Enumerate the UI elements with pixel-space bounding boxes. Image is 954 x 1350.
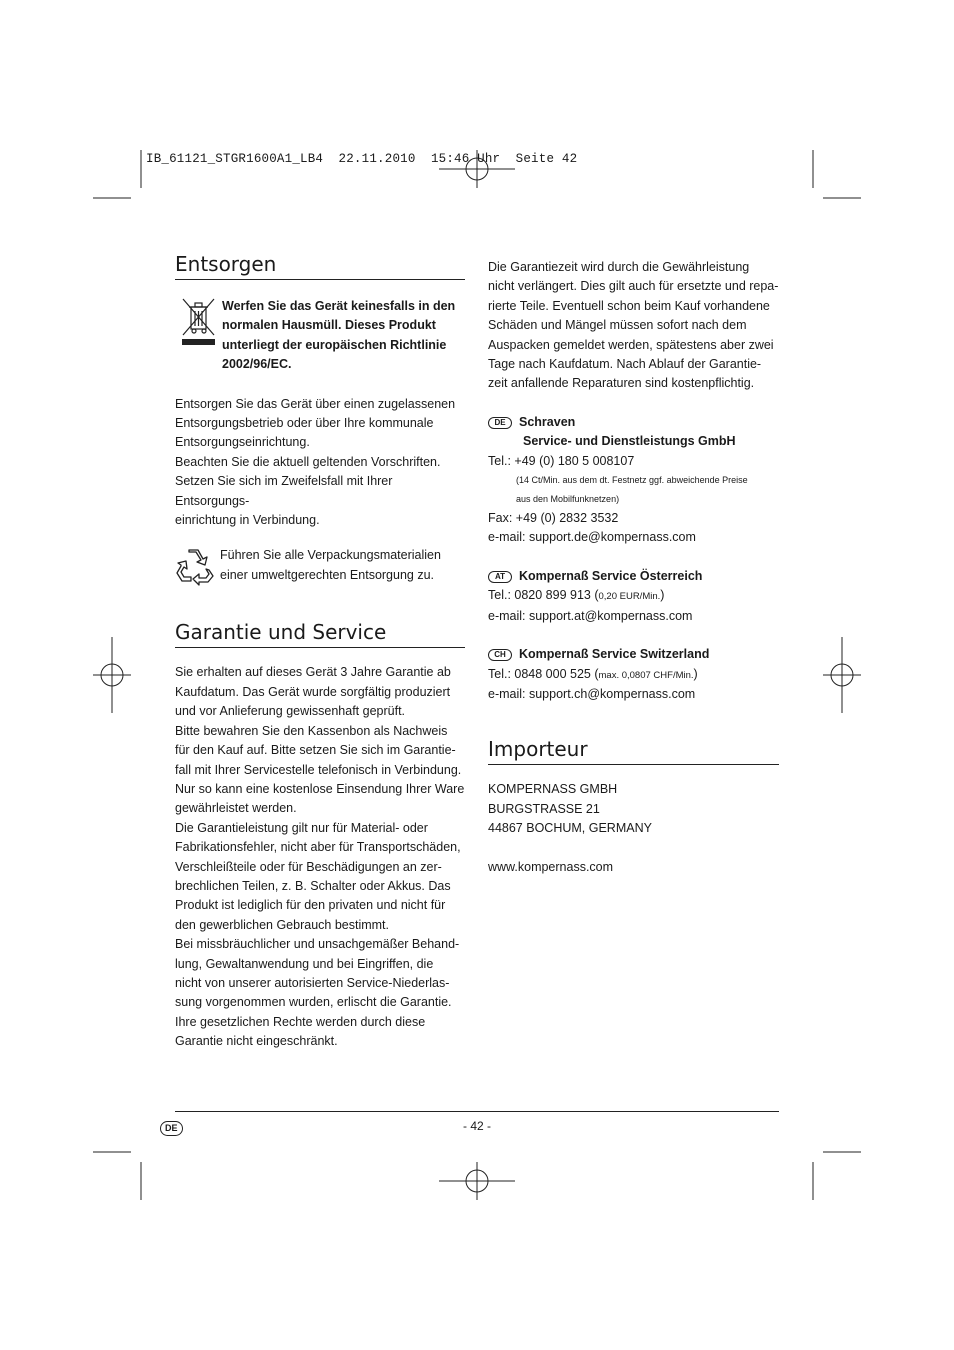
body-line: Produkt ist lediglich für den privaten und nicht für — [175, 898, 446, 913]
body-line: Bitte bewahren Sie den Kassenbon als Nachweis — [175, 723, 448, 738]
garantie-title: Garantie und Service — [175, 620, 465, 648]
service-tel: Tel.: +49 (0) 180 5 008107 — [488, 453, 635, 468]
garantie-body — [175, 663, 465, 1051]
entsorgen-body — [175, 395, 465, 531]
body-line: fall mit Ihrer Servicestelle telefonisch in Verbindung. — [175, 762, 462, 777]
tel-end: ) — [693, 666, 698, 681]
body-line: Entsorgen Sie das Gerät über einen zugelassenen — [175, 396, 456, 411]
body-line: Schäden und Mängel müssen sofort nach dem — [488, 318, 747, 333]
body-line: nicht von unserer autorisierten Service-Niederlas- — [175, 975, 450, 990]
address-line: KOMPERNASS GMBH — [488, 782, 618, 797]
body-line: Verschleißteile oder für Beschädigungen an zer- — [175, 859, 442, 874]
warning-line: unterliegt der europäischen Richtlinie — [222, 337, 447, 352]
service-email[interactable]: e-mail: support.de@kompernass.com — [488, 530, 696, 545]
body-line: Entsorgungseinrichtung. — [175, 435, 310, 450]
service-ch — [488, 645, 779, 704]
warning-text — [222, 297, 455, 375]
warning-line: normalen Hausmüll. Dieses Produkt — [222, 318, 436, 333]
service-name-2: Service- und Dienstleistungs GmbH — [523, 434, 736, 449]
country-badge-at: AT — [488, 571, 512, 583]
body-line: lung, Gewaltanwendung und bei Eingriffen, die — [175, 956, 434, 971]
body-line: Auspacken gemeldet werden, spätestens aber zwei — [488, 337, 774, 352]
body-line: Setzen Sie sich im Zweifelsfall mit Ihrer Entsorgungs- — [175, 474, 393, 508]
importeur-address — [488, 780, 779, 838]
crossed-bin-icon — [178, 297, 218, 347]
body-line: Entsorgungsbetrieb oder über Ihre kommunale — [175, 416, 434, 431]
address-line: BURGSTRASSE 21 — [488, 801, 600, 816]
left-column — [175, 252, 465, 1052]
body-line: Sie erhalten auf dieses Gerät 3 Jahre Garantie ab — [175, 665, 451, 680]
body-line: Die Garantieleistung gilt nur für Material- oder — [175, 820, 428, 835]
recycle-line: Führen Sie alle Verpackungsmaterialien — [220, 548, 441, 563]
footer-country-badge: DE — [160, 1121, 183, 1136]
tel-rate: max. 0,0807 CHF/Min. — [598, 669, 694, 681]
body-line: Die Garantiezeit wird durch die Gewährleistung — [488, 260, 750, 274]
page-number: - 42 - — [462, 1119, 491, 1133]
service-fax: Fax: +49 (0) 2832 3532 — [488, 511, 619, 526]
print-header: IB_61121_STGR1600A1_LB4 22.11.2010 15:46 Uhr Seite 42 — [146, 152, 578, 166]
recycle-block — [175, 546, 465, 586]
body-line: rierte Teile. Eventuell schon beim Kauf vorhandene — [488, 298, 770, 313]
body-line: Tage nach Kaufdatum. Nach Ablauf der Garantie- — [488, 357, 762, 372]
body-line: und vor Anlieferung gewissenhaft geprüft. — [175, 704, 406, 719]
service-at — [488, 567, 779, 626]
service-name: Kompernaß Service Österreich — [519, 568, 703, 583]
right-column — [488, 258, 779, 877]
importeur-web[interactable]: www.kompernass.com — [488, 859, 614, 874]
service-name: Kompernaß Service Switzerland — [519, 647, 710, 662]
service-email[interactable]: e-mail: support.at@kompernass.com — [488, 608, 693, 623]
tel-rate: 0,20 EUR/Min. — [598, 591, 661, 603]
body-line: zeit anfallende Reparaturen sind kostenpflichtig. — [488, 376, 755, 391]
service-de — [488, 413, 779, 548]
garantie-intro — [488, 258, 779, 394]
body-line: gewährleistet werden. — [175, 801, 297, 816]
service-name: Schraven — [519, 414, 576, 429]
service-email[interactable]: e-mail: support.ch@kompernass.com — [488, 686, 696, 701]
tel-number: Tel.: 0820 899 913 ( — [488, 588, 599, 603]
warning-line: Werfen Sie das Gerät keinesfalls in den — [222, 299, 456, 313]
body-line: Ihre gesetzlichen Rechte werden durch diese — [175, 1014, 426, 1029]
recycle-text — [220, 546, 441, 586]
warning-block — [175, 297, 465, 375]
body-line: für den Kauf auf. Bitte setzen Sie sich im Garantie- — [175, 743, 456, 758]
body-line: den gewerblichen Gebrauch bestimmt. — [175, 917, 390, 932]
importeur-title: Importeur — [488, 737, 779, 765]
recycle-icon — [175, 546, 215, 586]
body-line: nicht verlängert. Dies gilt auch für ersetzte und repa- — [488, 279, 779, 294]
service-tel — [488, 665, 779, 685]
country-badge-ch: CH — [488, 649, 512, 661]
body-line: Fabrikationsfehler, nicht aber für Transportschäden, — [175, 840, 461, 855]
service-note: aus den Mobilfunknetzen) — [516, 494, 620, 505]
body-line: Beachten Sie die aktuell geltenden Vorschriften. — [175, 454, 441, 469]
body-line: Nur so kann eine kostenlose Einsendung Ihrer Ware — [175, 781, 465, 796]
service-note: (14 Ct/Min. aus dem dt. Festnetz ggf. abweichende Preise — [516, 475, 748, 486]
recycle-line: einer umweltgerechten Entsorgung zu. — [220, 567, 435, 582]
footer-divider — [175, 1111, 779, 1112]
body-line: brechlichen Teilen, z. B. Schalter oder Akkus. Das — [175, 878, 451, 893]
service-tel — [488, 586, 779, 606]
country-badge-de: DE — [488, 417, 512, 429]
body-line: sung vorgenommen wurden, erlischt die Garantie. — [175, 995, 452, 1010]
body-line: Kaufdatum. Das Gerät wurde sorgfältig produziert — [175, 684, 451, 699]
warning-line: 2002/96/EC. — [222, 357, 292, 372]
entsorgen-title: Entsorgen — [175, 252, 465, 280]
address-line: 44867 BOCHUM, GERMANY — [488, 821, 652, 836]
tel-number: Tel.: 0848 000 525 ( — [488, 666, 599, 681]
body-line: Bei missbräuchlicher und unsachgemäßer Behand- — [175, 937, 460, 952]
body-line: Garantie nicht eingeschränkt. — [175, 1034, 338, 1049]
body-line: einrichtung in Verbindung. — [175, 513, 320, 528]
tel-end: ) — [660, 588, 665, 603]
